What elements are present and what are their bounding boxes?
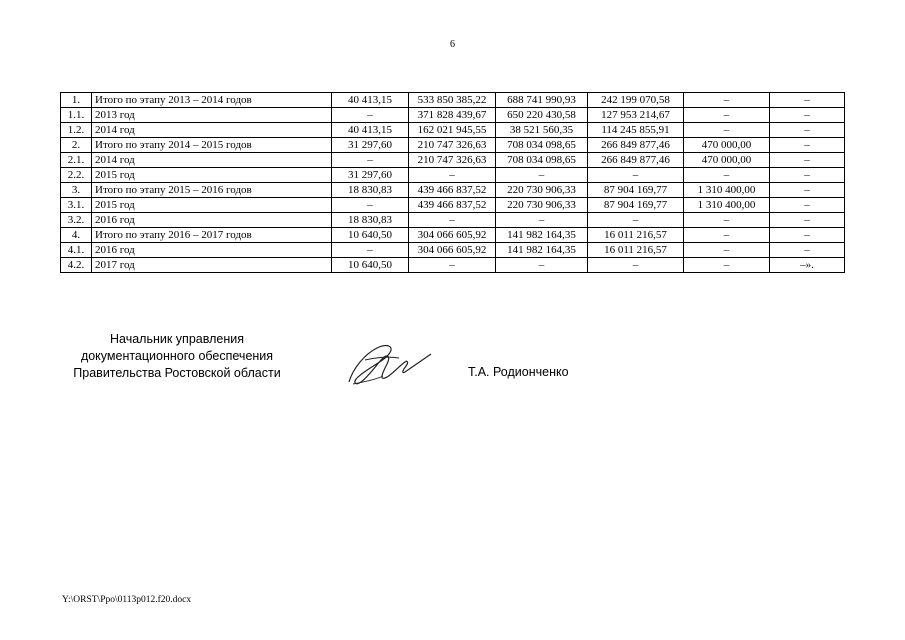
cell-col5: 1 310 400,00 <box>684 183 770 198</box>
cell-col5: 470 000,00 <box>684 153 770 168</box>
cell-col5: – <box>684 108 770 123</box>
cell-col5: – <box>684 123 770 138</box>
cell-col2: 162 021 945,55 <box>409 123 496 138</box>
cell-col5: – <box>684 168 770 183</box>
cell-col3: 220 730 906,33 <box>496 183 588 198</box>
cell-col1: 18 830,83 <box>332 183 409 198</box>
cell-col1: 31 297,60 <box>332 138 409 153</box>
cell-col4: 266 849 877,46 <box>588 153 684 168</box>
table-body <box>61 93 845 273</box>
cell-col3: 688 741 990,93 <box>496 93 588 108</box>
cell-col5: 470 000,00 <box>684 138 770 153</box>
file-path: Y:\ORST\Ppo\0113p012.f20.docx <box>62 595 192 605</box>
signature-title-block <box>62 331 292 382</box>
cell-col2: – <box>409 213 496 228</box>
cell-col3: – <box>496 258 588 273</box>
cell-col6: – <box>770 213 845 228</box>
table-row <box>61 138 845 153</box>
row-number: 1. <box>61 93 92 108</box>
page-number: 6 <box>450 39 455 50</box>
cell-col5: – <box>684 93 770 108</box>
row-number: 2. <box>61 138 92 153</box>
cell-col1: – <box>332 243 409 258</box>
cell-col2: 304 066 605,92 <box>409 228 496 243</box>
cell-col4: – <box>588 213 684 228</box>
cell-col4: 127 953 214,67 <box>588 108 684 123</box>
cell-col4: 242 199 070,58 <box>588 93 684 108</box>
row-name: 2015 год <box>92 168 332 183</box>
cell-col6: –». <box>770 258 845 273</box>
row-number: 3.2. <box>61 213 92 228</box>
row-name: Итого по этапу 2013 – 2014 годов <box>92 93 332 108</box>
cell-col6: – <box>770 168 845 183</box>
signatory-name: Т.А. Родионченко <box>468 365 569 379</box>
cell-col5: – <box>684 213 770 228</box>
row-name: Итого по этапу 2014 – 2015 годов <box>92 138 332 153</box>
cell-col5: – <box>684 243 770 258</box>
row-name: 2016 год <box>92 213 332 228</box>
cell-col6: – <box>770 183 845 198</box>
cell-col6: – <box>770 243 845 258</box>
row-name: 2013 год <box>92 108 332 123</box>
cell-col5: 1 310 400,00 <box>684 198 770 213</box>
cell-col2: – <box>409 258 496 273</box>
cell-col1: – <box>332 108 409 123</box>
cell-col3: 650 220 430,58 <box>496 108 588 123</box>
row-number: 3. <box>61 183 92 198</box>
cell-col4: 266 849 877,46 <box>588 138 684 153</box>
handwritten-signature <box>343 338 433 390</box>
cell-col2: 371 828 439,67 <box>409 108 496 123</box>
table-row <box>61 258 845 273</box>
cell-col5: – <box>684 228 770 243</box>
cell-col1: 40 413,15 <box>332 123 409 138</box>
cell-col4: 87 904 169,77 <box>588 198 684 213</box>
cell-col6: – <box>770 198 845 213</box>
row-number: 4. <box>61 228 92 243</box>
cell-col2: 533 850 385,22 <box>409 93 496 108</box>
cell-col3: 141 982 164,35 <box>496 243 588 258</box>
cell-col4: – <box>588 258 684 273</box>
cell-col1: – <box>332 198 409 213</box>
cell-col1: 18 830,83 <box>332 213 409 228</box>
signature-title-line1: Начальник управления <box>110 332 244 346</box>
table-row <box>61 243 845 258</box>
cell-col6: – <box>770 123 845 138</box>
cell-col6: – <box>770 153 845 168</box>
table-row <box>61 108 845 123</box>
cell-col2: 439 466 837,52 <box>409 183 496 198</box>
row-name: 2015 год <box>92 198 332 213</box>
signature-title-line3: Правительства Ростовской области <box>73 366 281 380</box>
table-row <box>61 228 845 243</box>
cell-col3: 708 034 098,65 <box>496 138 588 153</box>
cell-col5: – <box>684 258 770 273</box>
row-name: 2014 год <box>92 123 332 138</box>
budget-table <box>60 92 845 273</box>
cell-col4: 16 011 216,57 <box>588 243 684 258</box>
cell-col1: 10 640,50 <box>332 258 409 273</box>
cell-col3: 141 982 164,35 <box>496 228 588 243</box>
cell-col2: 210 747 326,63 <box>409 153 496 168</box>
signature-title-line2: документационного обеспечения <box>80 349 274 363</box>
table-row <box>61 153 845 168</box>
row-number: 3.1. <box>61 198 92 213</box>
cell-col3: – <box>496 168 588 183</box>
row-name: Итого по этапу 2015 – 2016 годов <box>92 183 332 198</box>
row-number: 2.1. <box>61 153 92 168</box>
cell-col6: – <box>770 138 845 153</box>
table-row <box>61 198 845 213</box>
row-name: 2014 год <box>92 153 332 168</box>
cell-col1: 31 297,60 <box>332 168 409 183</box>
table-row <box>61 168 845 183</box>
row-number: 4.1. <box>61 243 92 258</box>
cell-col2: 439 466 837,52 <box>409 198 496 213</box>
table-row <box>61 213 845 228</box>
row-name: Итого по этапу 2016 – 2017 годов <box>92 228 332 243</box>
cell-col2: 210 747 326,63 <box>409 138 496 153</box>
cell-col4: 16 011 216,57 <box>588 228 684 243</box>
cell-col3: 708 034 098,65 <box>496 153 588 168</box>
row-name: 2017 год <box>92 258 332 273</box>
table-row <box>61 93 845 108</box>
row-number: 2.2. <box>61 168 92 183</box>
cell-col6: – <box>770 108 845 123</box>
cell-col6: – <box>770 228 845 243</box>
cell-col1: 40 413,15 <box>332 93 409 108</box>
cell-col2: – <box>409 168 496 183</box>
row-number: 1.1. <box>61 108 92 123</box>
cell-col6: – <box>770 93 845 108</box>
row-number: 1.2. <box>61 123 92 138</box>
cell-col3: – <box>496 213 588 228</box>
cell-col4: 114 245 855,91 <box>588 123 684 138</box>
row-number: 4.2. <box>61 258 92 273</box>
cell-col1: 10 640,50 <box>332 228 409 243</box>
cell-col3: 38 521 560,35 <box>496 123 588 138</box>
table-row <box>61 183 845 198</box>
cell-col3: 220 730 906,33 <box>496 198 588 213</box>
cell-col1: – <box>332 153 409 168</box>
cell-col2: 304 066 605,92 <box>409 243 496 258</box>
row-name: 2016 год <box>92 243 332 258</box>
cell-col4: 87 904 169,77 <box>588 183 684 198</box>
table-row <box>61 123 845 138</box>
cell-col4: – <box>588 168 684 183</box>
